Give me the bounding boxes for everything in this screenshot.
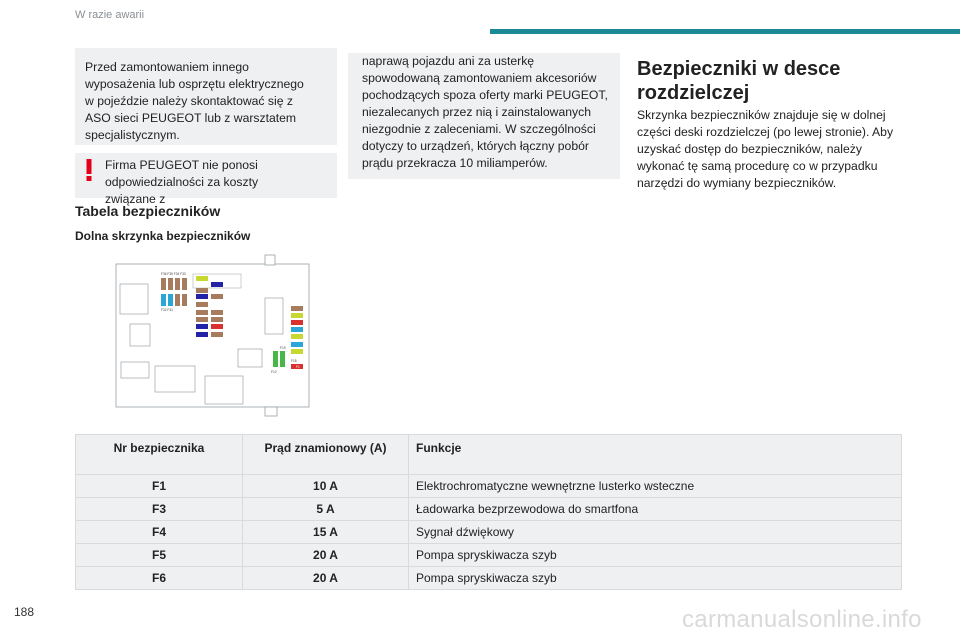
section-paragraph: Skrzynka bezpieczników znajduje się w dolnej części deski rozdzielczej (po lewej stronie). Aby uzyskać dostęp do bezpieczników, należy wykonać tę samą procedurę co w przypadku narzędzi do wymiany bezpieczników.: [637, 108, 894, 190]
diagram-label-f19: F19: [280, 346, 286, 350]
fuse-number: F4: [76, 521, 243, 544]
warning-box-text: Firma PEUGEOT nie ponosi odpowiedzialności za koszty związane z: [105, 158, 259, 206]
diagram-label-top-fuses: F36 F35 F34 F33: [161, 272, 186, 276]
exclamation-icon: [86, 159, 92, 181]
table-row: [76, 567, 902, 590]
fuse-table-heading: Tabela bezpieczników: [75, 203, 221, 219]
fuse-table: [75, 434, 902, 590]
continued-note-text: naprawą pojazdu ani za usterkę spowodowaną zamontowaniem akcesoriów pochodzących spoza oferty marki PEUGEOT, niezalecanych przez nią i zainstalowanych niezgodnie z zaleceniami. W szczególności dotyczy to urządzeń, których łączny pobór prądu przekracza 10 miliamperów.: [362, 54, 608, 170]
section-title: W razie awarii: [75, 9, 145, 21]
diagram-label-f32-f31: F32 F31: [161, 308, 173, 312]
fuse-function: Pompa spryskiwacza szyb: [409, 567, 902, 590]
fuse-current: 5 A: [243, 498, 409, 521]
info-box: [75, 48, 337, 145]
continued-note-box: [348, 53, 620, 179]
diagram-label-f10: F10: [271, 370, 277, 374]
table-row: [76, 521, 902, 544]
table-row: [76, 475, 902, 498]
diagram-label-f18: F18: [291, 359, 297, 363]
info-box-text: Przed zamontowaniem innego wyposażenia lub osprzętu elektrycznego w pojeździe należy skontaktować się z ASO sieci PEUGEOT lub z warsztatem specjalistycznym.: [85, 60, 304, 142]
fuse-number: F3: [76, 498, 243, 521]
warning-box: [75, 153, 337, 206]
header-accent-bar: [490, 29, 960, 34]
fuse-function: Pompa spryskiwacza szyb: [409, 544, 902, 567]
page-number: 188: [14, 605, 35, 619]
lower-fusebox-subheading: Dolna skrzynka bezpieczników: [75, 229, 251, 243]
fuse-current: 10 A: [243, 475, 409, 498]
fuse-number: F6: [76, 567, 243, 590]
table-header-row: [76, 435, 902, 475]
table-row: [76, 544, 902, 567]
fuse-function: Elektrochromatyczne wewnętrzne lusterko wsteczne: [409, 475, 902, 498]
header-rated-current: Prąd znamionowy (A): [243, 435, 409, 475]
diagram-label-f1: F1: [296, 365, 300, 369]
header-functions: Funkcje: [409, 435, 902, 475]
fuse-current: 15 A: [243, 521, 409, 544]
fuse-function: Ładowarka bezprzewodowa do smartfona: [409, 498, 902, 521]
fuse-number: F1: [76, 475, 243, 498]
fuse-current: 20 A: [243, 544, 409, 567]
header-fuse-number: Nr bezpiecznika: [76, 435, 243, 475]
watermark: carmanualsonline.info: [682, 606, 922, 633]
section-heading: Bezpieczniki w desce rozdzielczej: [637, 58, 841, 104]
fuse-function: Sygnał dźwiękowy: [409, 521, 902, 544]
fusebox-diagram: [115, 254, 310, 417]
table-row: [76, 498, 902, 521]
fuse-current: 20 A: [243, 567, 409, 590]
fuse-number: F5: [76, 544, 243, 567]
